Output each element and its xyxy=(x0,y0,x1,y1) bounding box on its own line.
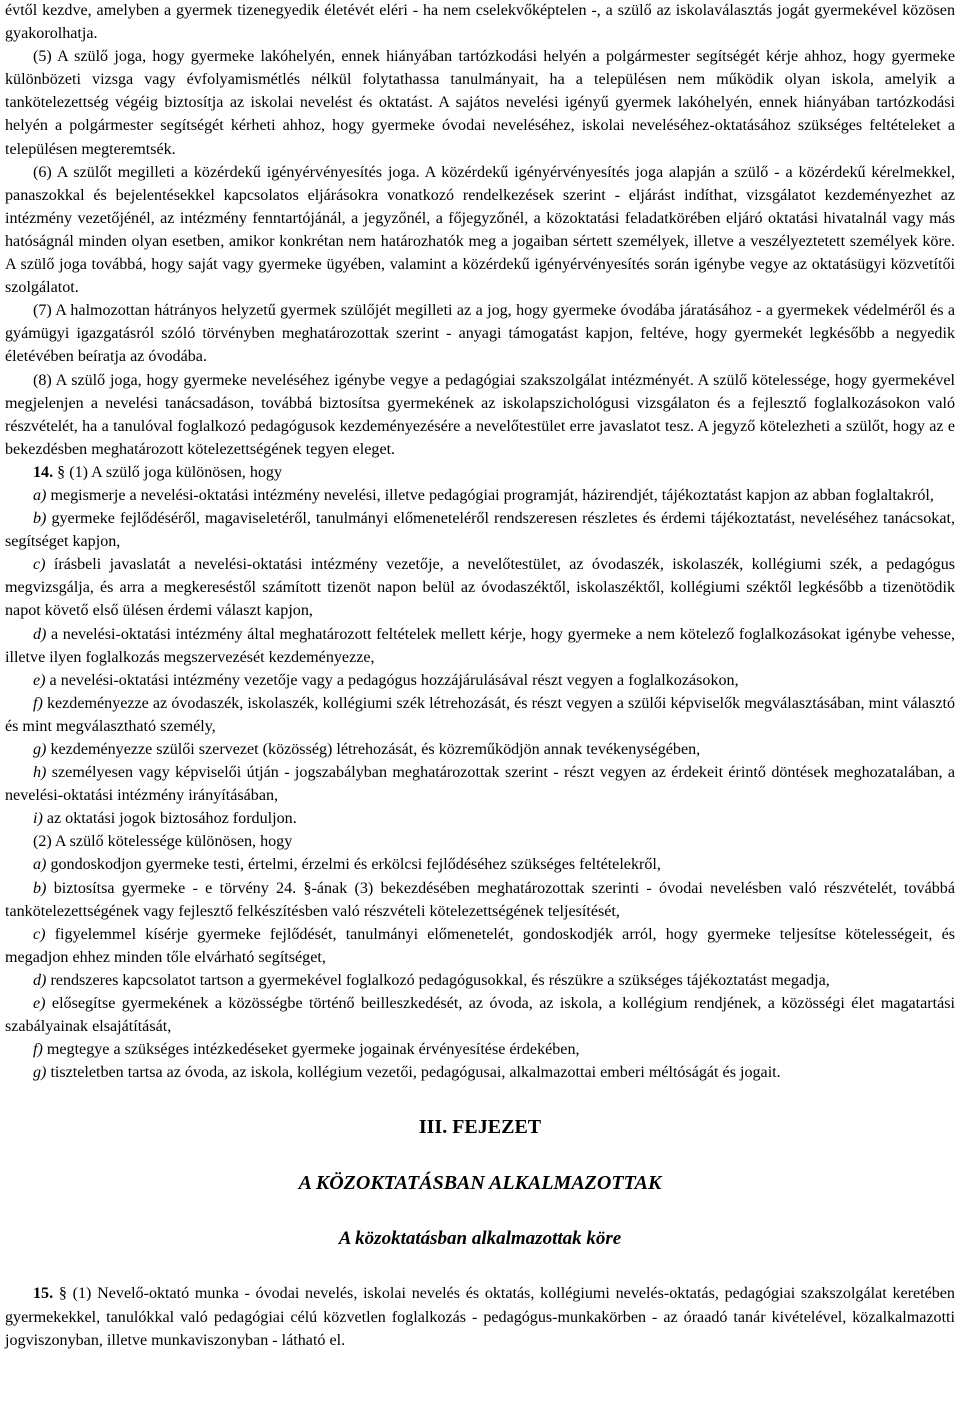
item-text: megismerje a nevelési-oktatási intézmény nevelési, illetve pedagógiai programját, házirendjét, tájékoztatást kapjon az abban foglaltakról, xyxy=(50,486,934,504)
paragraph-14-2-intro: (2) A szülő kötelessége különösen, hogy xyxy=(33,833,293,851)
spacer xyxy=(5,1140,955,1170)
section-number: 15. xyxy=(33,1285,54,1303)
spacer xyxy=(5,1084,955,1114)
item-label: g) xyxy=(33,1064,47,1082)
list-item xyxy=(5,992,955,1038)
chapter-subtitle: A közoktatásban alkalmazottak köre xyxy=(338,1228,622,1250)
list-item xyxy=(5,853,955,876)
item-label: f) xyxy=(33,1041,43,1059)
item-label: a) xyxy=(33,486,47,504)
item-text: tiszteletben tartsa az óvoda, az iskola, kollégium vezetői, pedagógusai, alkalmazottai emberi méltóságát és jogait. xyxy=(50,1064,781,1082)
item-label: g) xyxy=(33,741,47,758)
paragraph-continuation: évtől kezdve, amelyben a gyermek tizenegyedik életévét eléri - ha nem cselekvőképtelen -, a szülő az iskolaválasztás jogát gyermekével közösen gyakorolhatja. xyxy=(5,2,955,43)
item-label: c) xyxy=(33,556,46,574)
spacer xyxy=(5,1196,955,1226)
item-label: d) xyxy=(33,971,47,989)
section-14-intro xyxy=(5,461,955,484)
item-text: kezdeményezze szülői szervezet (közösség) létrehozását, és közreműködjön annak tevékenységében, xyxy=(50,741,701,758)
item-text: megtegye a szükséges intézkedéseket gyermeke jogainak érvényesítése érdekében, xyxy=(46,1041,580,1059)
list-item xyxy=(5,623,955,669)
item-label: h) xyxy=(33,764,47,782)
list-item xyxy=(5,738,955,761)
section-number: 14. xyxy=(33,463,54,481)
list-item xyxy=(5,553,955,622)
item-label: e) xyxy=(33,995,46,1013)
list-item xyxy=(5,507,955,553)
item-label: a) xyxy=(33,856,47,874)
paragraph-13-7: (7) A halmozottan hátrányos helyzetű gyermek szülőjét megilleti az a jog, hogy gyermeke óvodába járatásához - a gyermekek védelméről és a gyámügyi igazgatásról szóló törvényben meghatározottak szerint - anyagi támogatást kapjon, feltéve, hogy gyermekét legkésőbb a negyedik életévében beíratja az óvodába. xyxy=(5,302,955,366)
item-text: biztosítsa gyermeke - e törvény 24. §-ának (3) bekezdésében meghatározottak szerinti - óvodai nevelésben való részvételét, továbbá tankötelezettségének vagy fejlesztő felkészítésben való részvételi kötelezettségének teljesítését, xyxy=(5,879,955,920)
item-text: a nevelési-oktatási intézmény által meghatározott feltételek mellett kérje, hogy gyermeke a nem kötelező foglalkozásokat igénybe vehesse, illetve ilyen foglalkozás megszervezését kezdeményezze, xyxy=(5,625,955,666)
paragraph-13-5: (5) A szülő joga, hogy gyermeke lakóhelyén, ennek hiányában tartózkodási helyén a polgármester segítségét kérje ahhoz, hogy gyermeke különbözeti vizsga vagy évfolyamismétlés nélkül folytathassa tanulmányait, ha a településen nem működik olyan iskola, amelyik a tankötelezettség végéig biztosítja az iskolai nevelést és oktatást. A sajátos nevelési igényű gyermek lakóhelyén, ennek hiányában tartózkodási helyén a polgármester segítségét kérheti ahhoz, hogy gyermeke óvodai neveléséhez, iskolai neveléséhez-oktatásához szükséges feltételeket a településen megteremtsék. xyxy=(5,48,955,158)
chapter-title: A KÖZOKTATÁSBAN ALKALMAZOTTAK xyxy=(298,1172,662,1195)
item-label: c) xyxy=(33,925,46,943)
item-label: b) xyxy=(33,510,47,528)
list-item xyxy=(5,692,955,738)
item-label: i) xyxy=(33,810,43,828)
item-text: a nevelési-oktatási intézmény vezetője vagy a pedagógus hozzájárulásával részt vegyen a foglalkozásokon, xyxy=(49,671,739,689)
list-item xyxy=(5,923,955,969)
item-text: az oktatási jogok biztosához forduljon. xyxy=(46,810,297,828)
item-text: rendszeres kapcsolatot tartson a gyermekével foglalkozó pedagógusokkal, és részükre a szükséges tájékoztatást megadja, xyxy=(50,971,830,989)
item-text: elősegítse gyermekének a közösségbe történő beilleszkedését, az óvoda, az iskola, a kollégium rendjének, a közösségi élet magatartási szabályainak elsajátítását, xyxy=(5,995,955,1036)
item-text: írásbeli javaslatát a nevelési-oktatási intézmény vezetője, a nevelőtestület, az óvodaszék, iskolaszék, kollégiumi szék, a pedagógus megvizsgálja, és arra a megkereséstől számított tizenöt napon belül az óvodaszéktől, iskolaszéktől, kollégiumi széktől legkésőbb a tizenötödik napot követő első ülésen érdemi választ kapjon, xyxy=(5,556,956,620)
item-text: személyesen vagy képviselői útján - jogszabályban meghatározottak szerint - részt vegyen az érdekeit érintő döntések meghozatalában, a nevelési-oktatási intézmény irányításában, xyxy=(5,764,955,805)
paragraph-13-8: (8) A szülő joga, hogy gyermeke neveléséhez igénybe vegye a pedagógiai szakszolgálat intézményét. A szülő kötelessége, hogy gyermekével megjelenjen a nevelési tanácsadáson, továbbá biztosítsa gyermekének az iskolapszichológusi vizsgálaton és a fejlesztő foglalkozásokon való részvételét, ha a tanulóval foglalkozó pedagógusok kezdeményezésére a nevelőtestület erre javaslatot tesz. A jegyző kötelezheti a szülőt, hogy az e bekezdésben meghatározott kötelezettségének tegyen eleget. xyxy=(5,371,955,458)
item-label: b) xyxy=(33,879,47,897)
list-item xyxy=(5,1038,955,1061)
item-text: kezdeményezze az óvodaszék, iskolaszék, kollégiumi szék létrehozását, és részt vegyen a szülői képviselők megválasztásában, mint választó és mint megválasztható személy, xyxy=(5,694,955,735)
spacer xyxy=(5,1252,955,1282)
list-item xyxy=(5,1061,955,1084)
item-text: figyelemmel kísérje gyermeke fejlődését, tanulmányi előmenetelét, gondoskodjék arról, hogy gyermeke teljesítse kötelességeit, és megadjon ehhez minden tőle elvárható segítséget, xyxy=(5,925,955,966)
list-item xyxy=(5,877,955,923)
list-item xyxy=(5,669,955,692)
list-item xyxy=(5,807,955,830)
item-text: gondoskodjon gyermeke testi, értelmi, érzelmi és erkölcsi fejlődéséhez szükséges feltételekről, xyxy=(50,856,661,874)
list-item xyxy=(5,761,955,807)
section-15-text: § (1) Nevelő-oktató munka - óvodai nevelés, iskolai nevelés és oktatás, kollégiumi nevelés-oktatás, pedagógiai szakszolgálat keretében gyermekekkel, tanulókkal való pedagógiai célú közvetlen foglalkozás - pedagógus-munkakörben - az óraadó tanár kivételével, közalkalmazotti jogviszonyban, illetve munkaviszonyban - látható el. xyxy=(5,1285,955,1349)
paragraph-13-6: (6) A szülőt megilleti a közérdekű igényérvényesítés joga. A közérdekű igényérvényesítés joga alapján a szülő - a közérdekű kérelmekkel, panaszokkal és bejelentésekkel kapcsolatos eljárásokra vonatkozó rendelkezések szerint - eljárást indíthat, vizsgálatot kezdeményezhet az intézmény vezetőjénél, az intézmény fenntartójánál, a jegyzőnél, a főjegyzőnél, a közoktatási feladatkörében eljáró oktatási hivatalnál vagy más hatóságnál minden olyan esetben, amikor konkrétan nem határozhatók meg a jogaiban sértett személyek, illetve a veszélyeztetett személyek köre. A szülő joga továbbá, hogy saját vagy gyermeke ügyében, valamint a közérdekű igényérvényesítés során igénybe vegye az oktatásügyi közvetítői szolgálatot. xyxy=(5,163,955,297)
list-item xyxy=(5,484,955,507)
list-item xyxy=(5,969,955,992)
section-15 xyxy=(5,1282,955,1351)
item-text: gyermeke fejlődéséről, magaviseletéről, tanulmányi előmeneteléről rendszeresen részletes és érdemi tájékoztatást, neveléséhez tanácsokat, segítséget kapjon, xyxy=(5,510,955,551)
item-label: f) xyxy=(33,694,43,712)
item-label: e) xyxy=(33,671,46,689)
item-label: d) xyxy=(33,625,47,643)
chapter-number: III. FEJEZET xyxy=(418,1116,542,1139)
section-intro-text: § (1) A szülő joga különösen, hogy xyxy=(57,463,283,481)
